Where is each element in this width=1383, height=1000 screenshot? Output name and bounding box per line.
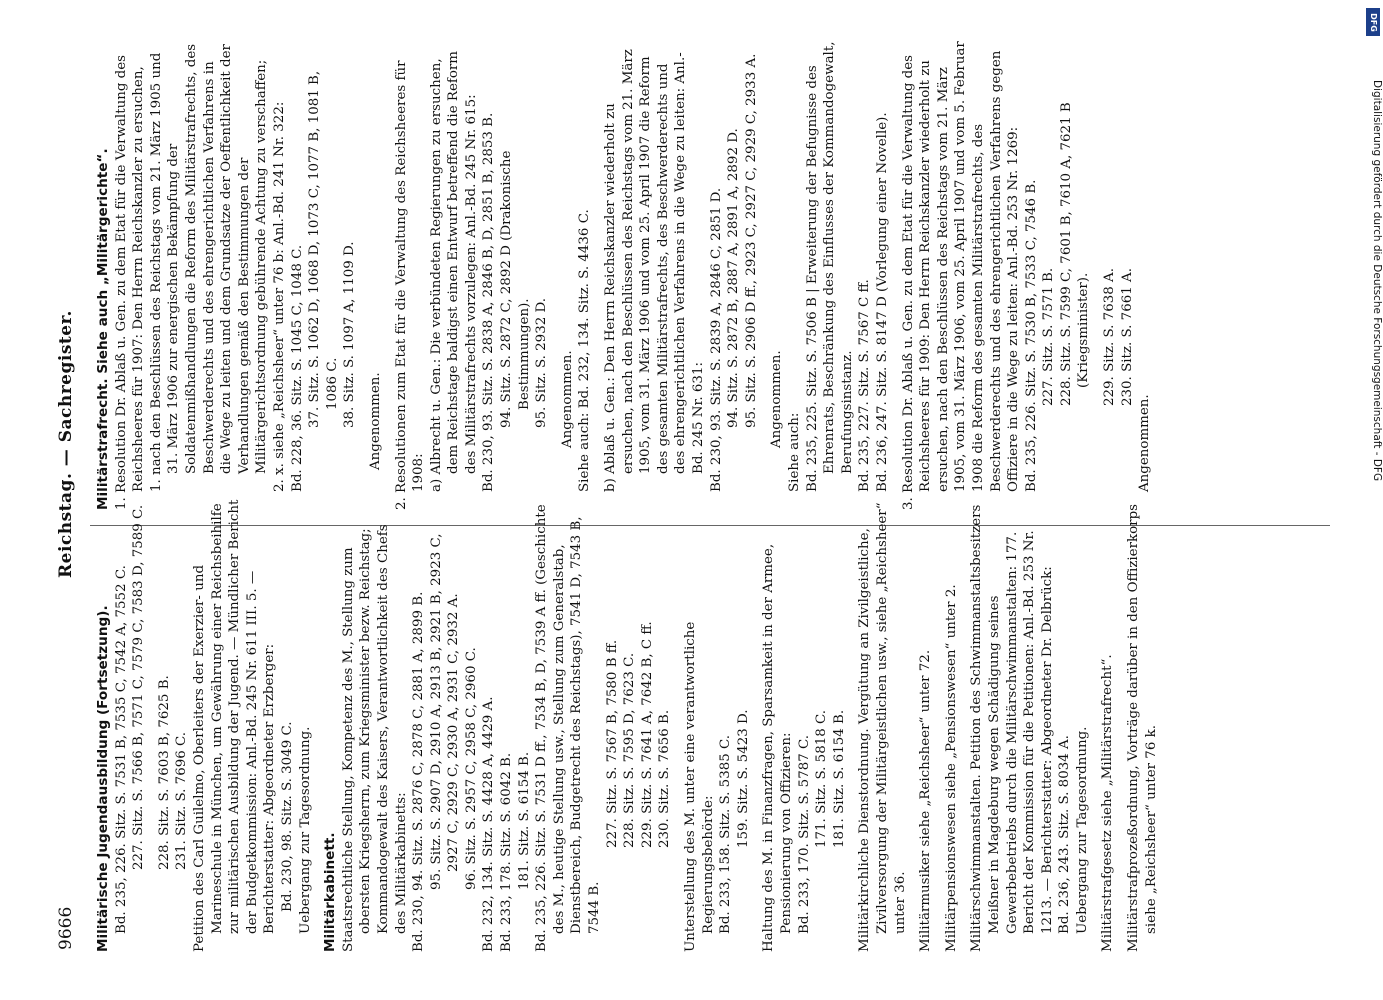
see-also: Siehe auch: xyxy=(786,412,802,492)
entry-text: Haltung des M. in Finanzfragen, Sparsamkeit in der Armee, Pensionierung von Offizieren: xyxy=(761,543,794,952)
citation: 171. Sitz. S. 5818 C. xyxy=(814,709,830,848)
citation: 94. Sitz. S. 2872 B, 2887 A, 2891 A, 2892 D. xyxy=(726,128,742,428)
citation: Bd. 230, 94. Sitz. S. 2876 C, 2878 C, 2881 A, 2899 B. xyxy=(411,591,427,952)
entry-militaerstrafgesetz: Militärstrafgesetz siehe „Militärstrafrecht“. xyxy=(1100,654,1116,952)
citation: 181. Sitz. S. 6154 B. xyxy=(831,709,847,848)
citation: Bd. 236, 247. Sitz. S. 8147 D (Vorlegung einer Novelle). xyxy=(874,112,890,492)
citation: 230. Sitz. S. 7656 B. xyxy=(657,709,673,848)
see-also: Siehe auch: Bd. 232, 134. Sitz. S. 4436 C. xyxy=(577,209,593,492)
resolution-point: 2. x. siehe „Reichsheer“ unter 76 b: Anl.-Bd. 241 Nr. 322: xyxy=(271,101,287,492)
entry-heading: Militärstrafrecht. Siehe auch „Militärgerichte“. xyxy=(95,148,111,510)
citation: Bd. 232, 134. Sitz. S. 4428 A, 4429 A. xyxy=(481,696,497,952)
citation: 94. Sitz. S. 2872 C, 2892 D (Drakonische Bestimmungen). xyxy=(499,150,532,428)
entry-militaerkirchliche-dienstordnung: Militärkirchliche Dienstordnung. Vergütung an Zivilgeistliche, Zivilversorgung der Militärgeistlichen usw., siehe „Reichsheer“ unter 36. xyxy=(857,502,908,952)
citation: Bd. 233, 178. Sitz. S. 6042 B. xyxy=(499,752,515,952)
citation: 228. Sitz. S. 7595 D, 7623 C. xyxy=(622,652,638,848)
citation: 228. Sitz. S. 7599 C, 7601 B, 7610 A, 7621 B (Kriegsminister). xyxy=(1058,102,1092,406)
dfg-logo-text: DFG xyxy=(1368,12,1378,32)
citation: 95. Sitz. S. 2907 D, 2910 A, 2913 B, 2921 B, 2923 C, 2927 C, 2929 C, 2930 A, 2931 C, 2932 A. xyxy=(428,533,462,890)
citation: Bd. 230, 93. Sitz. S. 2839 A, 2846 C, 2851 D. xyxy=(708,187,724,492)
resolution-text: 2. Resolutionen zum Etat für die Verwaltung des Reichsheeres für 1908: xyxy=(393,60,427,510)
citation: Bd. 233, 158. Sitz. S. 5385 C. xyxy=(718,734,734,934)
page-title: Reichstag. — Sachregister. xyxy=(56,310,76,578)
entry-militaerstrafprozessordnung: Militärstrafprozeßordnung, Vorträge darüber in den Offizierkorps siehe „Reichsheer“ unter 76 k. xyxy=(1126,503,1159,952)
citation: 181. Sitz. S. 6154 B. xyxy=(516,751,532,890)
citation: 227. Sitz. S. 7571 B. xyxy=(1041,267,1057,406)
citation: Bd. 236, 243. Sitz. S. 8034 A. xyxy=(1057,735,1073,934)
resolution-result: Angenommen. xyxy=(1137,394,1153,492)
entry-militaerpensionswesen: Militärpensionswesen siehe „Pensionswesen“ unter 2. xyxy=(943,584,959,952)
entry-militaermusiker: Militärmusiker siehe „Reichsheer“ unter 72. xyxy=(918,649,934,952)
citation: 228. Sitz. S. 7603 B, 7625 B. xyxy=(156,675,172,870)
citation: Bd. 235, 226. Sitz. S. 7531 D ff., 7534 B, D, 7539 A ff. (Geschichte des M., heutige Stellung usw., Stellung zum Generalstab, Dienstbereich, Budgetrecht des Reichstags), 7541 D, 7543 B, 7544 B. xyxy=(534,504,603,952)
resolution-text: 3. Resolution Dr. Ablaß u. Gen. zu dem Etat für die Verwaltung des Reichsheeres für 1909: Den Herrn Reichskanzler wiederholt zu ersuchen, nach den Beschlüssen des Reichstags vom 21. März 1905, vom 31. März 1906, vom 25. April 1907 und vom 5. Februar 1908 die Reform des gesamten Militärstrafrechts, des Beschwerderechts und des ehrengerichtlichen Verfahrens gegen Offiziere in die Wege zu leiten: Anl.-Bd. 253 Nr. 1269: xyxy=(900,41,1022,510)
digitization-note: Digitalisierung gefördert durch die Deutsche Forschungsgemeinschaft - DFG xyxy=(1371,80,1383,482)
entry-militaerschwimmanstalten: Militärschwimmanstalten. Petition des Schwimmanstaltsbesitzers Meißner in Magdeburg wegen Schädigung seines Gewerbebetriebs durch die Militärschwimmanstalten: 177. Bericht der Kommission für die Petitionen: Anl.-Bd. 253 Nr. 1213. — Berichterstatter: Abgeordneter Dr. Delbrück: xyxy=(969,504,1055,952)
citation: Bd. 235, 226. Sitz. S. 7530 B, 7533 C, 7546 B. xyxy=(1023,179,1039,492)
citation: 230. Sitz. S. 7661 A. xyxy=(1119,268,1135,406)
citation: 159. Sitz. S. 5423 D. xyxy=(735,709,751,848)
entry-heading: Militärische Jugendausbildung (Fortsetzung). xyxy=(95,605,111,952)
citation: 227. Sitz. S. 7567 B, 7580 B ff. xyxy=(604,639,620,848)
page-number: 9666 xyxy=(56,906,76,950)
citation: Bd. 230, 93. Sitz. S. 2838 A, 2846 B, D, 2851 B, 2853 B. xyxy=(481,112,497,492)
citation: 229. Sitz. S. 7641 A, 7642 B, C ff. xyxy=(639,621,655,848)
resolution-result: Angenommen. xyxy=(559,350,575,448)
left-column xyxy=(95,497,1160,952)
resolution-result: Angenommen. xyxy=(367,372,383,470)
page-header xyxy=(52,33,80,958)
entry-heading: Militärkabinett. xyxy=(322,832,339,952)
citation: Bd. 235, 225. Sitz. S. 7506 B | Erweiterung der Befugnisse des Ehrenrats, Beschränkung des Einflusses der Kommandogewalt, Berufungsinstanz. xyxy=(804,41,855,492)
citation: Bd. 230, 98. Sitz. S. 3049 C. xyxy=(279,721,295,912)
citation: 96. Sitz. S. 2957 C, 2958 C, 2960 C. xyxy=(463,647,479,890)
resolution-point: 1. nach den Beschlüssen des Reichstags vom 21. März 1905 und 31. März 1906 zur energischen Bekämpfung der Soldatenmißhandlungen die Reform des Militärstrafrechts, des Beschwerderechts und des ehrengerichtlichen Verfahrens in die Wege zu leiten und dem Grundsatze der Oeffentlichkeit der Verhandlungen gemäß den Bestimmungen der Militärgerichtsordnung gebührende Achtung zu verschaffen; xyxy=(148,43,270,492)
citation: 95. Sitz. S. 2932 D. xyxy=(534,297,550,428)
citation: Bd. 228, 36. Sitz. S. 1045 C, 1048 C. xyxy=(289,244,305,492)
resolution-result: Uebergang zur Tagesordnung. xyxy=(297,726,313,934)
citation: 95. Sitz. S. 2906 D ff., 2923 C, 2927 C, 2929 C, 2933 A. xyxy=(743,53,759,428)
right-column xyxy=(95,40,1154,510)
citation: 231. Sitz. S. 7696 C. xyxy=(174,731,190,870)
dfg-logo xyxy=(1366,8,1380,36)
citation: 229. Sitz. S. 7638 A. xyxy=(1102,268,1118,406)
citation: Bd. 233, 170. Sitz. S. 5787 C. xyxy=(796,734,812,934)
resolution-point: b) Ablaß u. Gen.: Den Herrn Reichskanzler wiederholt zu ersuchen, nach den Beschlüssen des Reichstags vom 21. März 1905, vom 31. März 1906 und vom 25. April 1907 die Reform des gesamten Militärstrafrechts, des Beschwerderechts und des ehrengerichtlichen Verfahrens in die Wege zu leiten: Anl.-Bd. 245 Nr. 631: xyxy=(603,49,706,492)
citation: Bd. 235, 227. Sitz. S. 7567 C ff. xyxy=(857,279,873,492)
citation: Bd. 235, 226. Sitz. S. 7531 B, 7535 C, 7542 A, 7552 C. xyxy=(113,565,129,934)
resolution-result: Uebergang zur Tagesordnung. xyxy=(1074,726,1090,934)
petition-text: Petition des Carl Guilelmo, Oberleiters der Exerzier- und Marineschule in München, um Gewährung einer Reichsbeihilfe zur militärischen Ausbildung der Jugend. — Mündlicher Bericht der Budgetkommission: Anl.-Bd. 245 Nr. 611 III. 5. — Berichterstatter: Abgeordneter Erzberger: xyxy=(191,499,278,952)
citation: 37. Sitz. S. 1062 D, 1068 D, 1073 C, 1077 B, 1081 B, 1086 C. xyxy=(307,70,340,428)
citation: 38. Sitz. S. 1097 A, 1109 D. xyxy=(342,241,358,428)
resolution-text: 1. Resolution Dr. Ablaß u. Gen. zu dem Etat für die Verwaltung des Reichsheeres für 1907: Den Herrn Reichskanzler zu ersuchen, xyxy=(113,54,147,510)
entry-text: Staatsrechtliche Stellung, Kompetenz des M., Stellung zum obersten Kriegsherrn, zum Kriegsminister bezw. Reichstag; Kommandogewalt des Kaisers, Verantwortlichkeit des Chefs des Militärkabinetts: xyxy=(340,524,409,952)
resolution-point: a) Albrecht u. Gen.: Die verbündeten Regierungen zu ersuchen, dem Reichstage baldigst einen Entwurf betreffend die Reform des Militärstrafrechts vorzulegen: Anl.-Bd. 245 Nr. 615: xyxy=(428,51,479,492)
entry-text: Unterstellung des M. unter eine verantwortliche Regierungsbehörde: xyxy=(683,621,716,952)
citation: 227. Sitz. S. 7566 B, 7571 C, 7579 C, 7583 D, 7589 C. xyxy=(131,504,147,870)
resolution-result: Angenommen. xyxy=(769,350,785,448)
